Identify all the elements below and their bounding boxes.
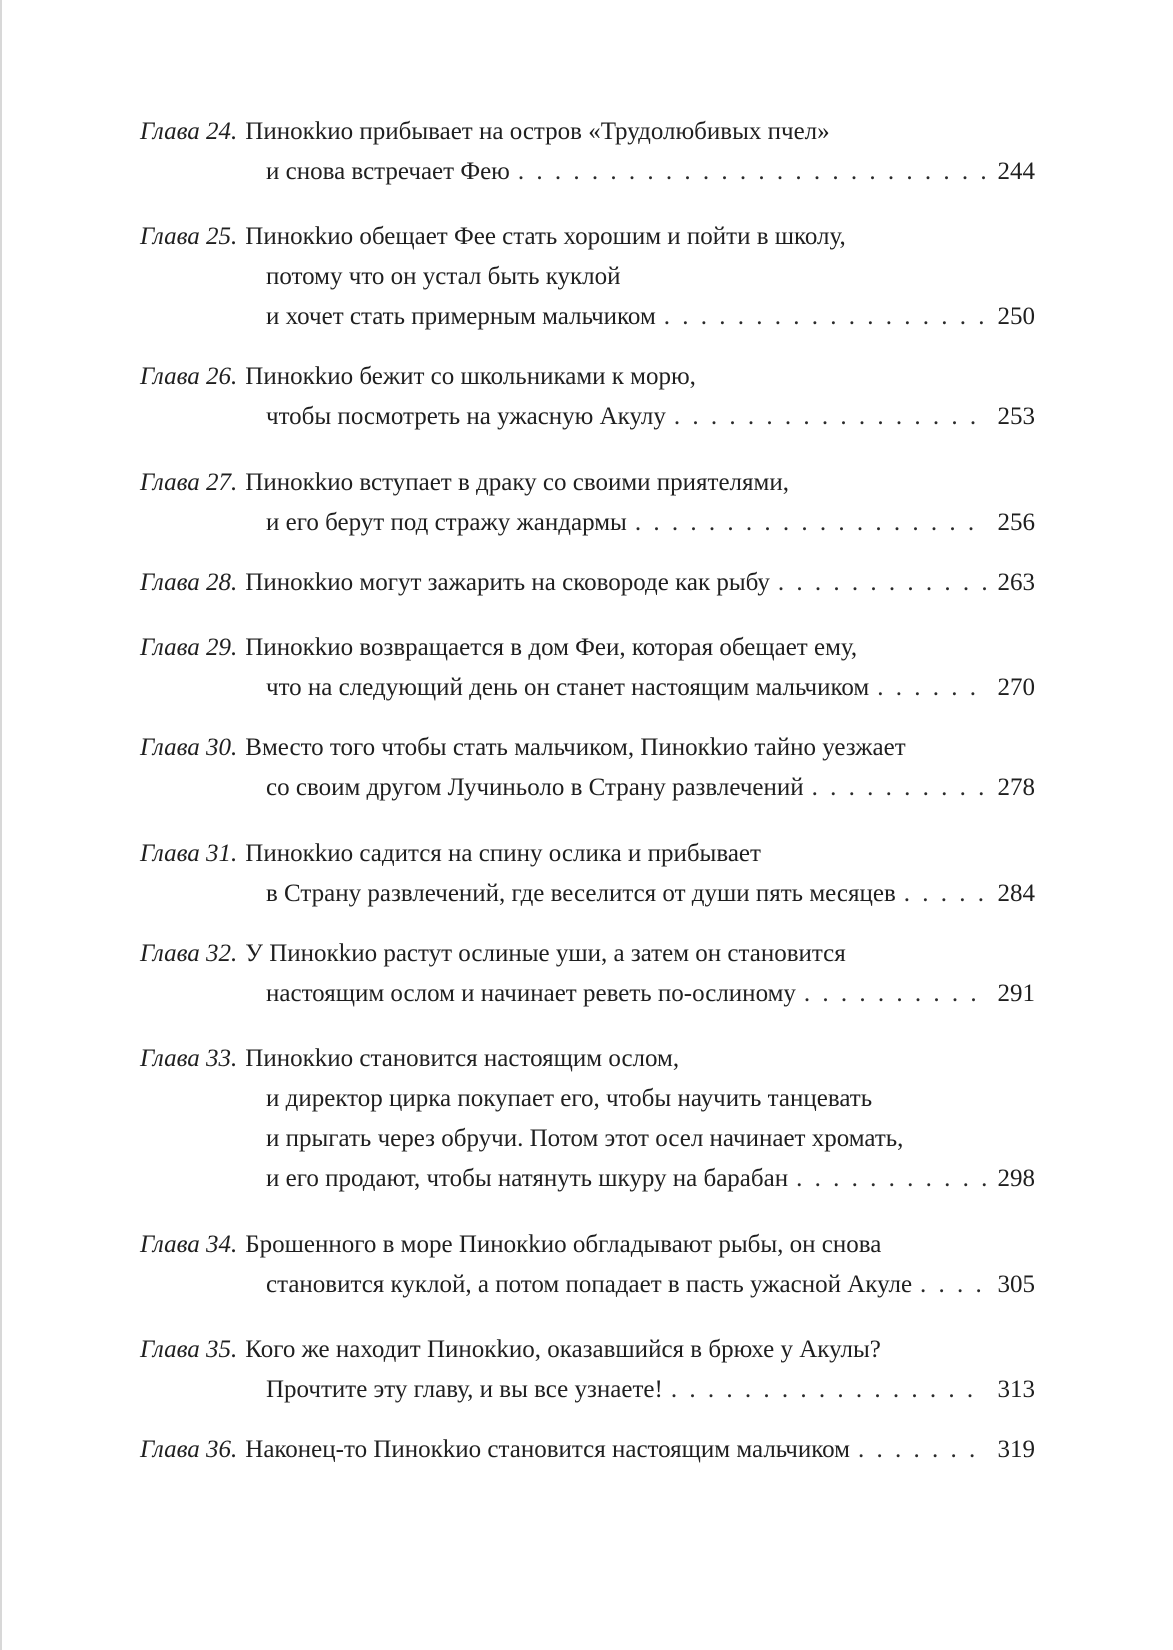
- chapter-title-line: в Страну развлечений, где веселится от души пять месяцев: [266, 880, 896, 907]
- page-number: 313: [997, 1376, 1035, 1403]
- toc-entry-25: [140, 217, 1035, 257]
- page-number: 305: [997, 1271, 1035, 1298]
- dot-leader: [869, 668, 987, 708]
- chapter-title-line: чтобы посмотреть на ужасную Акулу: [266, 403, 666, 430]
- toc-entry-33-last-line: [266, 1159, 1035, 1199]
- page-number: 284: [997, 880, 1035, 907]
- chapter-label: Глава 34.: [140, 1231, 238, 1258]
- chapter-label: Глава 33.: [140, 1045, 238, 1072]
- dot-leader: [666, 397, 987, 437]
- chapter-title-line: потому что он устал быть куклой: [266, 263, 621, 290]
- chapter-title-line: и снова встречает Фею: [266, 158, 510, 185]
- dot-leader: [788, 1159, 987, 1199]
- chapter-label: Глава 30.: [140, 734, 238, 761]
- chapter-title-line: Пинокkио могут зажарить на сковороде как рыбу: [245, 569, 770, 596]
- chapter-title-line: Вместо того чтобы стать мальчиком, Пинокkио тайно уезжает: [245, 734, 906, 761]
- chapter-label: Глава 26.: [140, 363, 238, 390]
- chapter-title-line: и хочет стать примерным мальчиком: [266, 303, 656, 330]
- chapter-label: Глава 29.: [140, 634, 238, 661]
- toc-entry-36: [140, 1430, 1035, 1470]
- chapter-title-line: со своим другом Лучиньоло в Страну развлечений: [266, 774, 804, 801]
- chapter-title-line: Пинокkио вступает в драку со своими приятелями,: [245, 469, 789, 496]
- page-number: 244: [997, 158, 1035, 185]
- dot-leader: [912, 1265, 987, 1305]
- chapter-label: Глава 32.: [140, 940, 238, 967]
- chapter-title-line: что на следующий день он станет настоящим мальчиком: [266, 674, 870, 701]
- chapter-label: Глава 31.: [140, 840, 238, 867]
- chapter-title-line: и его продают, чтобы натянуть шкуру на барабан: [266, 1165, 789, 1192]
- toc-entry-24: [140, 112, 1035, 152]
- toc-entry-34-last-line: [266, 1265, 1035, 1305]
- chapter-title-line: становится куклой, а потом попадает в пасть ужасной Акуле: [266, 1271, 913, 1298]
- toc-entry-28: [140, 563, 1035, 603]
- toc-entry-32-last-line: [266, 974, 1035, 1014]
- dot-leader: [627, 503, 987, 543]
- page-number: 298: [997, 1165, 1035, 1192]
- dot-leader: [896, 874, 987, 914]
- toc-entry-32: [140, 934, 1035, 974]
- page-number: 250: [997, 303, 1035, 330]
- dot-leader: [770, 563, 987, 603]
- chapter-label: Глава 27.: [140, 469, 238, 496]
- chapter-label: Глава 25.: [140, 223, 238, 250]
- toc-entry-26-last-line: [266, 397, 1035, 437]
- dot-leader: [796, 974, 987, 1014]
- chapter-label: Глава 36.: [140, 1436, 238, 1463]
- toc-entry-30: [140, 728, 1035, 768]
- chapter-title-line: У Пинокkио растут ослиные уши, а затем он становится: [245, 940, 846, 967]
- page-number: 263: [997, 569, 1035, 596]
- toc-entry-33-line-2: [266, 1079, 1035, 1119]
- toc-entry-25-line-2: [266, 257, 1035, 297]
- toc-entry-26: [140, 357, 1035, 397]
- dot-leader: [850, 1430, 987, 1470]
- dot-leader: [663, 1370, 987, 1410]
- page-number: 256: [997, 509, 1035, 536]
- chapter-title-line: Пинокkио возвращается в дом Феи, которая обещает ему,: [245, 634, 858, 661]
- toc-entry-33-line-3: [266, 1119, 1035, 1159]
- chapter-label: Глава 28.: [140, 569, 238, 596]
- page-number: 253: [997, 403, 1035, 430]
- chapter-title-line: Пинокkио становится настоящим ослом,: [245, 1045, 680, 1072]
- toc-entry-33: [140, 1039, 1035, 1079]
- chapter-title-line: Пинокkио обещает Фее стать хорошим и пойти в школу,: [245, 223, 846, 250]
- dot-leader: [510, 152, 987, 192]
- chapter-title-line: и его берут под стражу жандармы: [266, 509, 627, 536]
- dot-leader: [804, 768, 987, 808]
- chapter-label: Глава 35.: [140, 1336, 238, 1363]
- chapter-title-line: Прочтите эту главу, и вы все узнаете!: [266, 1376, 663, 1403]
- toc-entry-35: [140, 1330, 1035, 1370]
- chapter-title-line: и прыгать через обручи. Потом этот осел начинает хромать,: [266, 1125, 904, 1152]
- chapter-title-line: и директор цирка покупает его, чтобы научить танцевать: [266, 1085, 873, 1112]
- chapter-title-line: Пинокkио бежит со школьниками к морю,: [245, 363, 696, 390]
- toc-entry-35-last-line: [266, 1370, 1035, 1410]
- toc-entry-25-last-line: [266, 297, 1035, 337]
- toc-entry-27: [140, 463, 1035, 503]
- toc-entry-24-last-line: [266, 152, 1035, 192]
- chapter-title-line: Кого же находит Пинокkио, оказавшийся в брюхе у Акулы?: [245, 1336, 881, 1363]
- chapter-label: Глава 24.: [140, 118, 238, 145]
- dot-leader: [656, 297, 987, 337]
- page-number: 278: [997, 774, 1035, 801]
- chapter-title-line: Наконец-то Пинокkио становится настоящим мальчиком: [245, 1436, 850, 1463]
- toc-entry-31: [140, 834, 1035, 874]
- chapter-title-line: Пинокkио садится на спину ослика и прибывает: [245, 840, 761, 867]
- chapter-title-line: Пинокkио прибывает на остров «Трудолюбивых пчел»: [245, 118, 830, 145]
- toc-entry-29-last-line: [266, 668, 1035, 708]
- chapter-title-line: Брошенного в море Пинокkио обгладывают рыбы, он снова: [245, 1231, 882, 1258]
- toc-entry-29: [140, 628, 1035, 668]
- page-number: 291: [997, 980, 1035, 1007]
- page-number: 270: [997, 674, 1035, 701]
- toc-entry-27-last-line: [266, 503, 1035, 543]
- toc-entry-31-last-line: [266, 874, 1035, 914]
- toc-entry-30-last-line: [266, 768, 1035, 808]
- page-number: 319: [997, 1436, 1035, 1463]
- toc-entry-34: [140, 1225, 1035, 1265]
- chapter-title-line: настоящим ослом и начинает реветь по-ослиному: [266, 980, 796, 1007]
